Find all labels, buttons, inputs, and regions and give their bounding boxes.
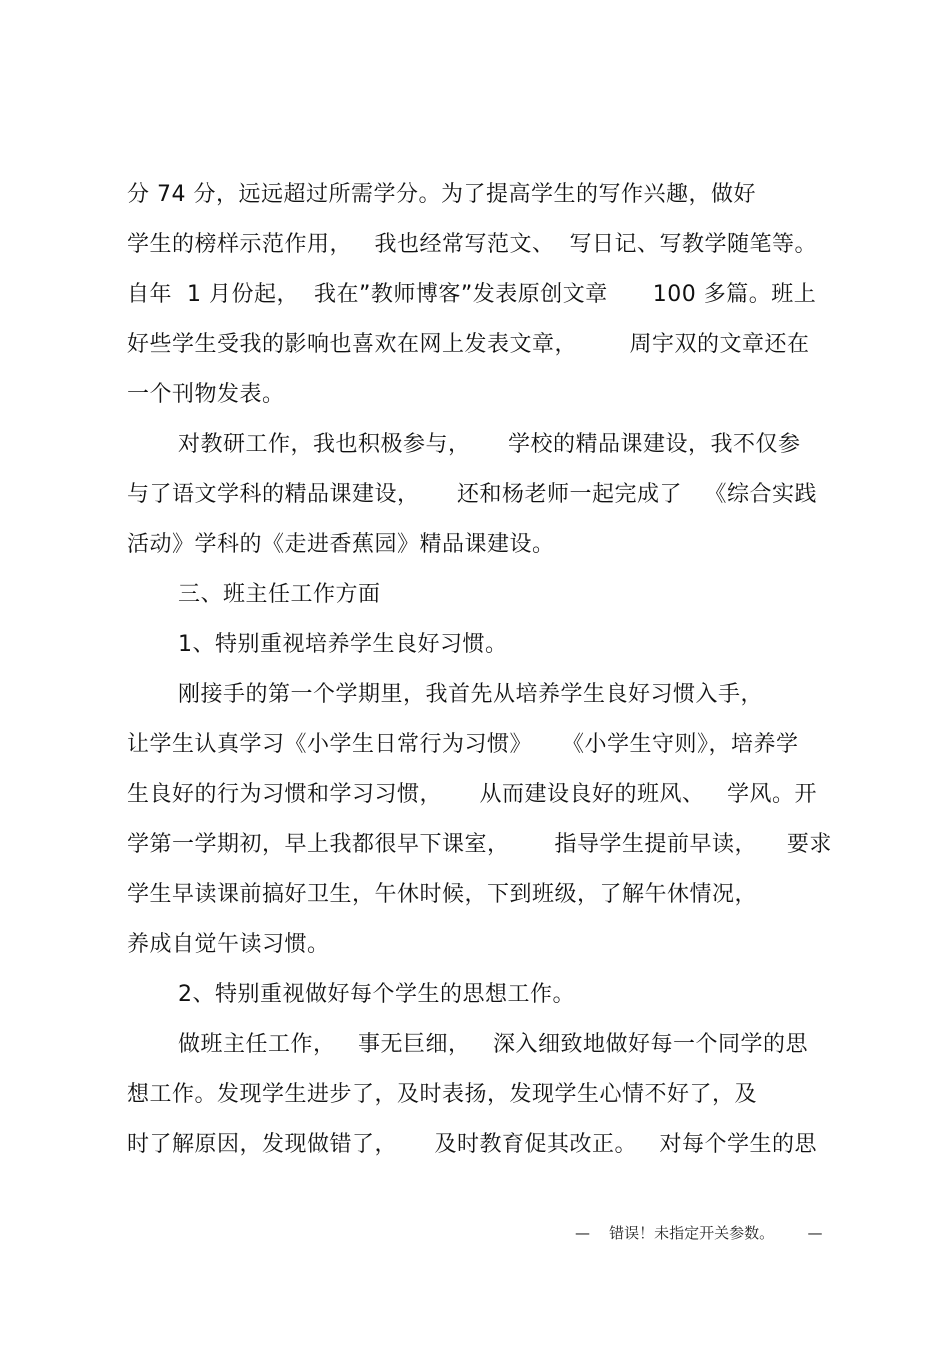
body-line-16: 想工作。发现学生进步了，及时表扬，发现学生心情不好了，及 (127, 1082, 758, 1107)
body-line-12: 学第一学期初，早上我都很早下课室， 指导学生提前早读， 要求 (127, 832, 832, 857)
body-line-6: 对教研工作，我也积极参与， 学校的精品课建设，我不仅参 (178, 432, 801, 457)
subheading-1: 1、特别重视培养学生良好习惯。 (178, 632, 508, 657)
body-line-10: 让学生认真学习《小学生日常行为习惯》 《小学生守则》，培养学 (127, 732, 799, 757)
subheading-2: 2、特别重视做好每个学生的思想工作。 (178, 982, 575, 1007)
body-line-9: 刚接手的第一个学期里，我首先从培养学生良好习惯入手， (178, 682, 764, 707)
body-line-4: 好些学生受我的影响也喜欢在网上发表文章， 周宇双的文章还在 (127, 332, 810, 357)
page-footer: — 错误！未指定开关参数。 — (575, 1224, 823, 1242)
body-line-17: 时了解原因，发现做错了， 及时教育促其改正。 对每个学生的思 (127, 1132, 817, 1157)
body-line-3: 自年 1 月份起， 我在”教师博客”发表原创文章 100 多篇。班上 (127, 282, 817, 307)
body-line-14: 养成自觉午读习惯。 (127, 932, 330, 957)
body-line-5: 一个刊物发表。 (127, 382, 285, 407)
body-line-1: 分 74 分，远远超过所需学分。为了提高学生的写作兴趣，做好 (127, 182, 756, 207)
body-line-11: 生良好的行为习惯和学习习惯， 从而建设良好的班风、 学风。开 (127, 782, 817, 807)
body-line-15: 做班主任工作， 事无巨细， 深入细致地做好每一个同学的思 (178, 1032, 808, 1057)
body-line-8: 活动》学科的《走进香蕉园》精品课建设。 (127, 532, 555, 557)
body-line-7: 与了语文学科的精品课建设， 还和杨老师一起完成了 《综合实践 (127, 482, 817, 507)
body-line-2: 学生的榜样示范作用， 我也经常写范文、 写日记、写教学随笔等。 (127, 232, 817, 257)
body-line-13: 学生早读课前搞好卫生，午休时候，下到班级，了解午休情况， (127, 882, 758, 907)
section-heading: 三、班主任工作方面 (178, 582, 381, 607)
